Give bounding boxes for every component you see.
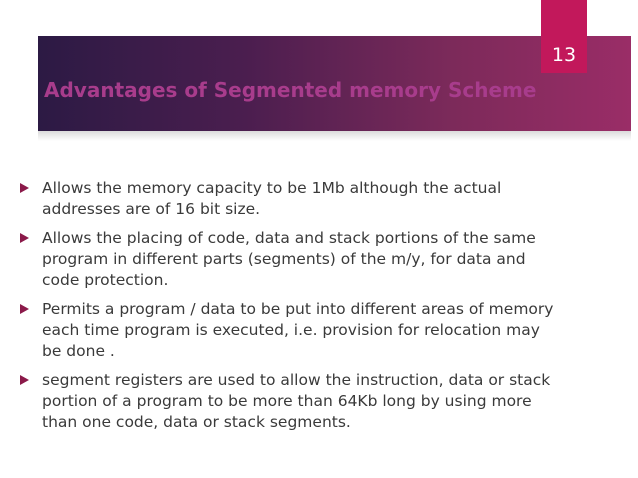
bullet-text-line: Allows the memory capacity to be 1Mb although the actual [42,179,502,197]
bullet-text-line: code protection. [42,271,169,289]
title-band-shadow [38,131,631,141]
bullet-item [20,370,630,433]
bullet-text-line: be done . [42,342,115,360]
bullet-arrow-icon [20,183,29,193]
bullet-item [20,299,630,362]
bullet-text-line: program in different parts (segments) of the m/y, for data and [42,250,526,268]
slide-title: Advantages of Segmented memory Scheme [44,78,537,102]
bullet-text-line: segment registers are used to allow the instruction, data or stack [42,371,551,389]
bullet-item [20,228,630,291]
bullet-text-line: Allows the placing of code, data and stack portions of the same [42,229,536,247]
bullet-arrow-icon [20,304,29,314]
bullet-arrow-icon [20,375,29,385]
bullet-list [20,178,630,441]
bullet-text-line: each time program is executed, i.e. provision for relocation may [42,321,540,339]
bullet-text-line: Permits a program / data to be put into different areas of memory [42,300,554,318]
bullet-item [20,178,630,220]
bullet-arrow-icon [20,233,29,243]
bullet-text-line: portion of a program to be more than 64Kb long by using more [42,392,532,410]
slide-number: 13 [551,44,577,66]
bullet-text-line: than one code, data or stack segments. [42,413,351,431]
bullet-text-line: addresses are of 16 bit size. [42,200,261,218]
